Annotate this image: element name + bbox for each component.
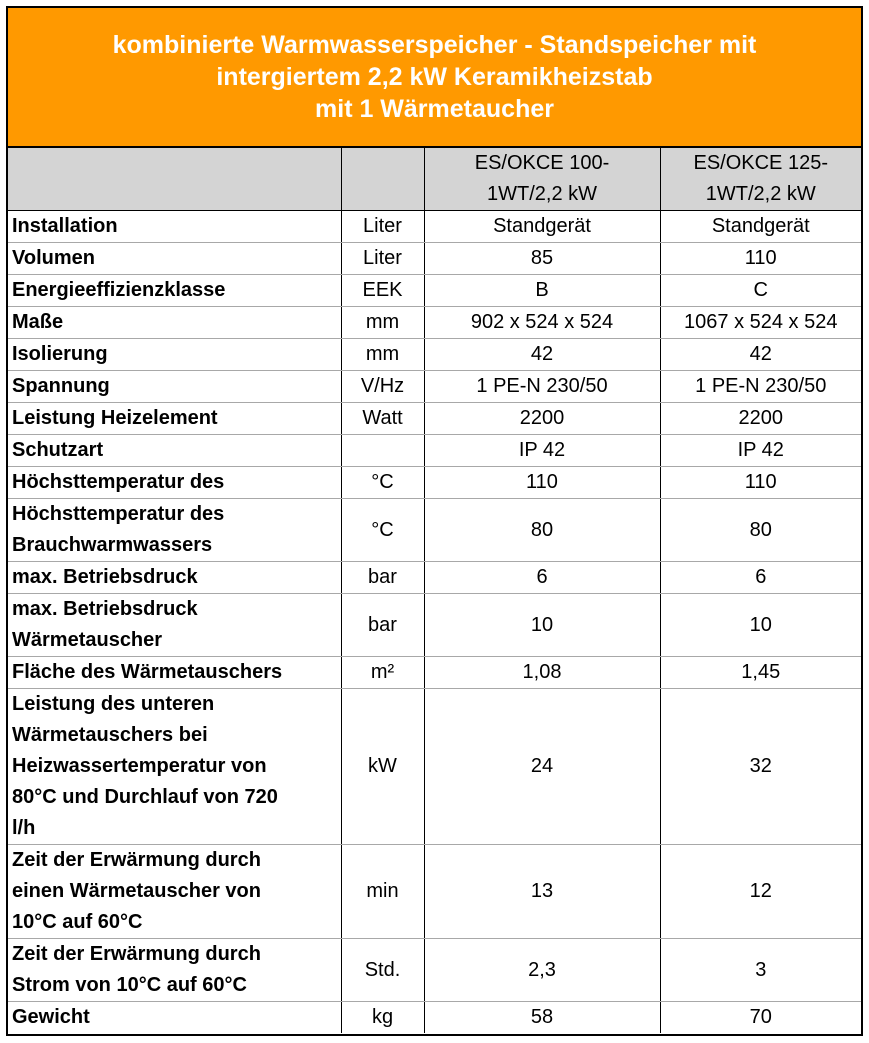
row-unit: Liter — [341, 211, 424, 243]
table-row — [8, 562, 861, 594]
row-value-model-2: 110 — [660, 243, 861, 275]
row-unit: EEK — [341, 275, 424, 307]
table-row — [8, 499, 861, 562]
row-label-line: 80°C und Durchlauf von 720 — [12, 786, 278, 808]
table-row — [8, 657, 861, 689]
row-label — [8, 845, 341, 939]
title-line: mit 1 Wärmetaucher — [315, 95, 554, 123]
row-value-model-1: 10 — [424, 594, 660, 657]
row-value-model-1: 24 — [424, 689, 660, 845]
row-unit: m² — [341, 657, 424, 689]
row-label-line: Installation — [12, 215, 118, 237]
row-label-line: Spannung — [12, 375, 110, 397]
row-label — [8, 371, 341, 403]
row-label-line: einen Wärmetauscher von — [12, 880, 261, 902]
row-value-model-2: IP 42 — [660, 435, 861, 467]
row-label — [8, 339, 341, 371]
row-unit: °C — [341, 499, 424, 562]
title-line: kombinierte Warmwasserspeicher - Standspeicher mit — [112, 31, 757, 59]
row-unit: V/Hz — [341, 371, 424, 403]
row-value-model-2: 80 — [660, 499, 861, 562]
title-banner — [8, 8, 861, 148]
table-row — [8, 689, 861, 845]
table-row — [8, 275, 861, 307]
row-label — [8, 275, 341, 307]
row-value-model-2: 1067 x 524 x 524 — [660, 307, 861, 339]
row-value-model-2: 10 — [660, 594, 861, 657]
row-label-line: Wärmetauschers bei — [12, 724, 208, 746]
table-row — [8, 339, 861, 371]
row-value-model-1: 110 — [424, 467, 660, 499]
row-value-model-1: 2,3 — [424, 939, 660, 1002]
row-unit: mm — [341, 339, 424, 371]
header-label-cell — [8, 148, 341, 211]
row-value-model-1: Standgerät — [424, 211, 660, 243]
row-label-line: Volumen — [12, 247, 95, 269]
header-model-2-line: ES/OKCE 125- — [693, 152, 828, 174]
table-row — [8, 845, 861, 939]
row-value-model-1: 902 x 524 x 524 — [424, 307, 660, 339]
table-row — [8, 467, 861, 499]
row-label-line: Höchsttemperatur des — [12, 471, 225, 493]
row-label-line: Zeit der Erwärmung durch — [12, 849, 261, 871]
table-row — [8, 307, 861, 339]
row-label — [8, 403, 341, 435]
row-label-line: Brauchwarmwassers — [12, 534, 213, 556]
row-label — [8, 594, 341, 657]
row-label — [8, 689, 341, 845]
spec-sheet — [6, 6, 863, 1036]
row-label-line: Höchsttemperatur des — [12, 503, 225, 525]
row-unit: °C — [341, 467, 424, 499]
row-label-line: Energieeffizienzklasse — [12, 279, 226, 301]
row-value-model-2: 1 PE-N 230/50 — [660, 371, 861, 403]
row-value-model-1: B — [424, 275, 660, 307]
row-label-line: 10°C auf 60°C — [12, 911, 143, 933]
row-label-line: Gewicht — [12, 1006, 90, 1028]
row-value-model-1: 80 — [424, 499, 660, 562]
row-value-model-2: Standgerät — [660, 211, 861, 243]
row-value-model-1: 85 — [424, 243, 660, 275]
row-label-line: l/h — [12, 817, 36, 839]
row-value-model-2: 42 — [660, 339, 861, 371]
row-value-model-2: 12 — [660, 845, 861, 939]
row-value-model-1: 6 — [424, 562, 660, 594]
row-label-line: Schutzart — [12, 439, 104, 461]
table-row — [8, 243, 861, 275]
row-value-model-2: C — [660, 275, 861, 307]
header-model-1-line: ES/OKCE 100- — [474, 152, 610, 174]
header-model-1-line: 1WT/2,2 kW — [486, 183, 597, 205]
header-model-2 — [660, 148, 861, 211]
table-row — [8, 403, 861, 435]
row-unit: kg — [341, 1002, 424, 1034]
row-unit: bar — [341, 594, 424, 657]
row-value-model-1: 1,08 — [424, 657, 660, 689]
table-row — [8, 594, 861, 657]
row-label — [8, 243, 341, 275]
table-row — [8, 371, 861, 403]
row-value-model-1: IP 42 — [424, 435, 660, 467]
row-unit: Std. — [341, 939, 424, 1002]
row-label — [8, 467, 341, 499]
row-value-model-2: 3 — [660, 939, 861, 1002]
header-unit-cell — [341, 148, 424, 211]
row-value-model-2: 2200 — [660, 403, 861, 435]
row-value-model-1: 1 PE-N 230/50 — [424, 371, 660, 403]
row-value-model-2: 110 — [660, 467, 861, 499]
row-label — [8, 435, 341, 467]
row-label-line: Heizwassertemperatur von — [12, 755, 267, 777]
row-label — [8, 562, 341, 594]
row-label-line: Zeit der Erwärmung durch — [12, 943, 261, 965]
row-label — [8, 499, 341, 562]
table-row — [8, 939, 861, 1002]
row-value-model-2: 1,45 — [660, 657, 861, 689]
row-label-line: Fläche des Wärmetauschers — [12, 661, 283, 683]
row-label-line: Leistung des unteren — [12, 693, 215, 715]
row-unit: kW — [341, 689, 424, 845]
header-model-2-line: 1WT/2,2 kW — [705, 183, 816, 205]
row-label-line: Maße — [12, 311, 64, 333]
row-value-model-2: 70 — [660, 1002, 861, 1034]
row-label — [8, 211, 341, 243]
row-label-line: Strom von 10°C auf 60°C — [12, 974, 247, 996]
table-row — [8, 211, 861, 243]
row-label — [8, 1002, 341, 1034]
row-label — [8, 939, 341, 1002]
row-label — [8, 307, 341, 339]
row-label-line: Wärmetauscher — [12, 629, 163, 651]
row-label — [8, 657, 341, 689]
row-unit: Watt — [341, 403, 424, 435]
row-value-model-1: 42 — [424, 339, 660, 371]
table-row — [8, 1002, 861, 1034]
spec-table — [8, 148, 861, 1033]
row-value-model-2: 6 — [660, 562, 861, 594]
row-value-model-1: 2200 — [424, 403, 660, 435]
row-unit — [341, 435, 424, 467]
row-value-model-2: 32 — [660, 689, 861, 845]
row-value-model-1: 58 — [424, 1002, 660, 1034]
table-row — [8, 435, 861, 467]
row-value-model-1: 13 — [424, 845, 660, 939]
title-line: intergiertem 2,2 kW Keramikheizstab — [216, 63, 653, 91]
row-label-line: Isolierung — [12, 343, 108, 365]
row-label-line: Leistung Heizelement — [12, 407, 218, 429]
row-label-line: max. Betriebsdruck — [12, 566, 198, 588]
row-unit: mm — [341, 307, 424, 339]
row-label-line: max. Betriebsdruck — [12, 598, 198, 620]
header-model-1 — [424, 148, 660, 211]
header-row — [8, 148, 861, 211]
row-unit: min — [341, 845, 424, 939]
row-unit: bar — [341, 562, 424, 594]
row-unit: Liter — [341, 243, 424, 275]
